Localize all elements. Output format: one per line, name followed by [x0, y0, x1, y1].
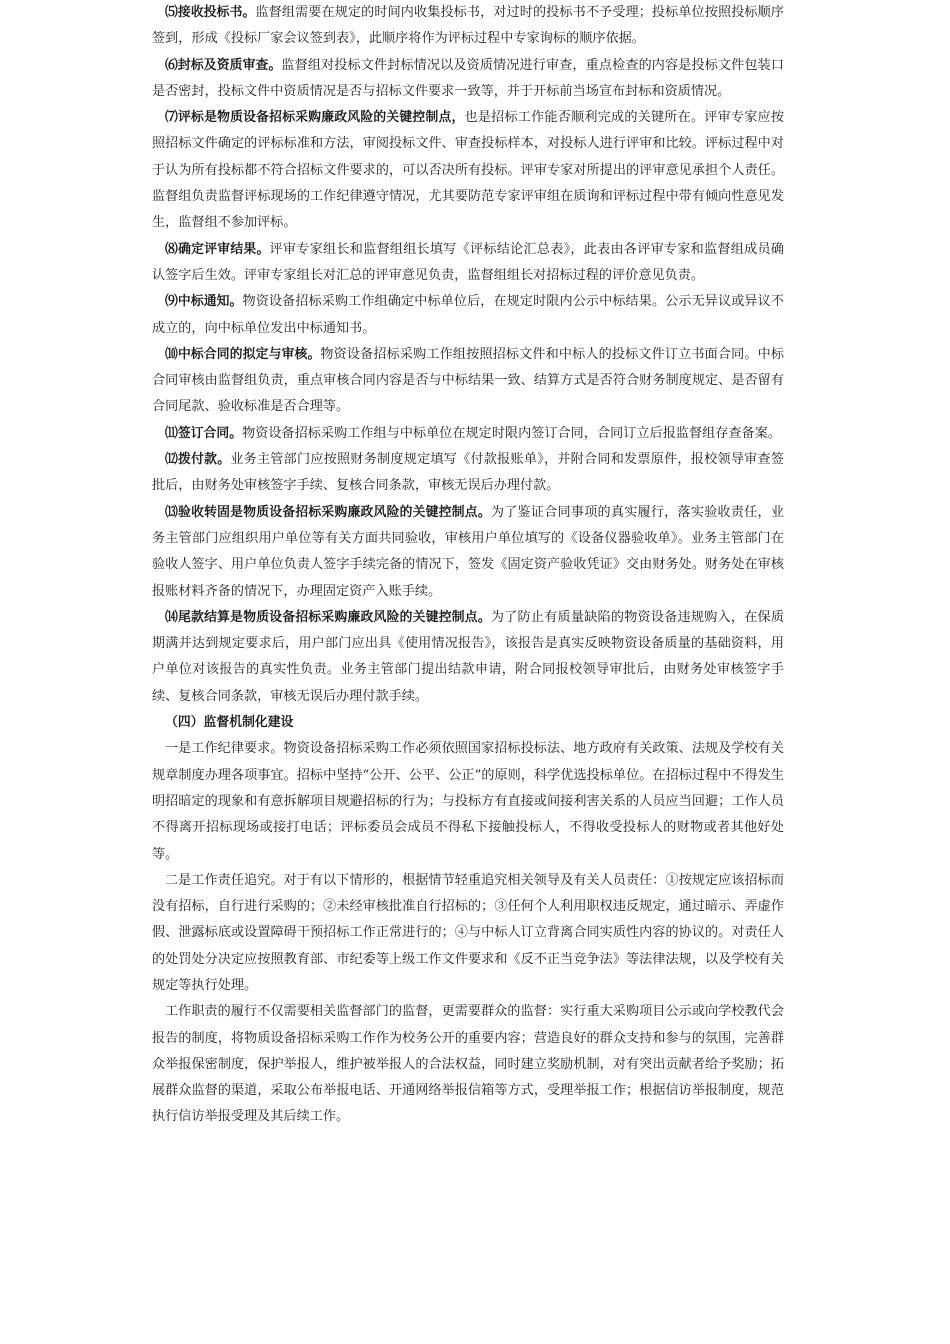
item-body: 为了鉴证合同事项的真实履行，落实验收责任，业务主管部门应组织用户单位等有关方面共同验收，审核用户单位填写的《设备仪器验收单》。业务主管部门在验收人签字、用户单位负责人签字手续完备的情况下，签发《固定资产验收凭证》交由财务处。财务处在审核报账材料齐备的情况下，办理固定资产入账手续。 [152, 504, 785, 599]
item-body: 物资设备招标采购工作组与中标单位在规定时限内签订合同，合同订立后报监督组存查备案。 [242, 425, 781, 441]
item-acceptance [152, 500, 784, 605]
item-receive-bids [152, 0, 784, 53]
item-final-settlement [152, 605, 784, 710]
item-lead: ⑺评标是物质设备招标采购廉政风险的关键控制点， [165, 110, 465, 126]
document-page [152, 0, 784, 1131]
item-lead: ⒀验收转固是物质设备招标采购廉政风险的关键控制点。 [165, 504, 491, 520]
item-lead: ⑻确定评审结果。 [165, 241, 270, 257]
item-body: 评审专家组长和监督组组长填写《评标结论汇总表》，此表由各评审专家和监督组成员确认签字后生效。评审专家组长对汇总的评审意见负责，监督组组长对招标过程的评价意见负责。 [152, 241, 784, 283]
item-payment [152, 447, 784, 500]
paragraph-accountability: 二是工作责任追究。对于有以下情形的，根据情节轻重追究相关领导及有关人员责任：①按规定应该招标而没有招标，自行进行采购的；②未经审核批准自行招标的；③任何个人利用职权违反规定，通过暗示、弄虚作假、泄露标底或设置障碍干预招标工作正常进行的；④与中标人订立背离合同实质性内容的协议的。对责任人的处罚处分决定应按照教育部、市纪委等上级工作文件要求和《反不正当竞争法》等法律法规，以及学校有关规定等执行处理。 [152, 872, 784, 993]
paragraph-public-supervision: 工作职责的履行不仅需要相关监督部门的监督，更需要群众的监督：实行重大采购项目公示或向学校教代会报告的制度，将物质设备招标采购工作作为校务公开的重要内容；营造良好的群众支持和参与的氛围，完善群众举报保密制度，保护举报人，维护被举报人的合法权益，同时建立奖励机制，对有突出贡献者给予奖励；拓展群众监督的渠道，采取公布举报电话、开通网络举报信箱等方式，受理举报工作；根据信访举报制度，规范执行信访举报受理及其后续工作。 [152, 1004, 784, 1125]
item-lead: ⒁尾款结算是物质设备招标采购廉政风险的关键控制点。 [165, 609, 491, 625]
item-body: 为了防止有质量缺陷的物资设备违规购入，在保质期满并达到规定要求后，用户部门应出具《使用情况报告》，该报告是真实反映物资设备质量的基础资料，用户单位对该报告的真实性负责。业务主管部门提出结款申请，附合同报校领导审批后，由财务处审核签字手续、复核合同条款，审核无误后办理付款手续。 [152, 609, 785, 704]
item-evaluation [152, 105, 784, 236]
item-body: 业务主管部门应按照财务制度规定填写《付款报账单》，并附合同和发票原件，报校领导审查签批后，由财务处审核签字手续、复核合同条款，审核无误后办理付款。 [152, 452, 784, 494]
item-lead: ⑼中标通知。 [165, 294, 243, 310]
item-lead: ⑸接收投标书。 [165, 5, 256, 20]
item-body: 监督组对投标文件封标情况以及资质情况进行审查，重点检查的内容是投标文件包装口是否密封，投标文件中资质情况是否与招标文件要求一致等，并于开标前当场宣布封标和资质情况。 [152, 57, 784, 99]
item-lead: ⑾签订合同。 [165, 425, 243, 441]
item-lead: ⑽中标合同的拟定与审核。 [165, 346, 321, 362]
item-body: 物资设备招标采购工作组确定中标单位后，在规定时限内公示中标结果。公示无异议或异议不成立的，向中标单位发出中标通知书。 [152, 294, 784, 336]
item-award-notice [152, 289, 784, 342]
paragraph-discipline: 一是工作纪律要求。物资设备招标采购工作必须依照国家招标投标法、地方政府有关政策、法规及学校有关规章制度办理各项事宜。招标中坚持“公开、公平、公正”的原则，科学优选投标单位。在招标过程中不得发生明招暗定的现象和有意拆解项目规避招标的行为；与投标方有直接或间接利害关系的人员应当回避；工作人员不得离开招标现场或接打电话；评标委员会成员不得私下接触投标人，不得收受投标人的财物或者其他好处等。 [152, 741, 784, 862]
item-body: 也是招标工作能否顺利完成的关键所在。评审专家应按照招标文件确定的评标标准和方法，审阅投标文件、审查投标样本，对投标人进行评审和比较。评标过程中对于认为所有投标都不符合招标文件要求的，可以否决所有投标。评审专家对所提出的评审意见承担个人责任。监督组负责监督评标现场的工作纪律遵守情况，尤其要防范专家评审组在质询和评标过程中带有倾向性意见发生，监督组不参加评标。 [152, 110, 784, 231]
item-seal-review [152, 53, 784, 106]
item-body: 监督组需要在规定的时间内收集投标书，对过时的投标书不予受理；投标单位按照投标顺序签到，形成《投标厂家会议签到表》，此顺序将作为评标过程中专家询标的顺序依据。 [152, 5, 784, 47]
item-contract-drafting [152, 342, 784, 421]
item-confirm-results [152, 237, 784, 290]
item-body: 物资设备招标采购工作组按照招标文件和中标人的投标文件订立书面合同。中标合同审核由监督组负责，重点审核合同内容是否与中标结果一致、结算方式是否符合财务制度规定、是否留有合同尾款、验收标准是否合理等。 [152, 346, 784, 415]
section-heading: （四）监督机制化建设 [165, 715, 294, 731]
item-lead: ⑿拨付款。 [165, 452, 231, 468]
item-sign-contract [152, 421, 784, 447]
item-lead: ⑹封标及资质审查。 [165, 57, 282, 73]
